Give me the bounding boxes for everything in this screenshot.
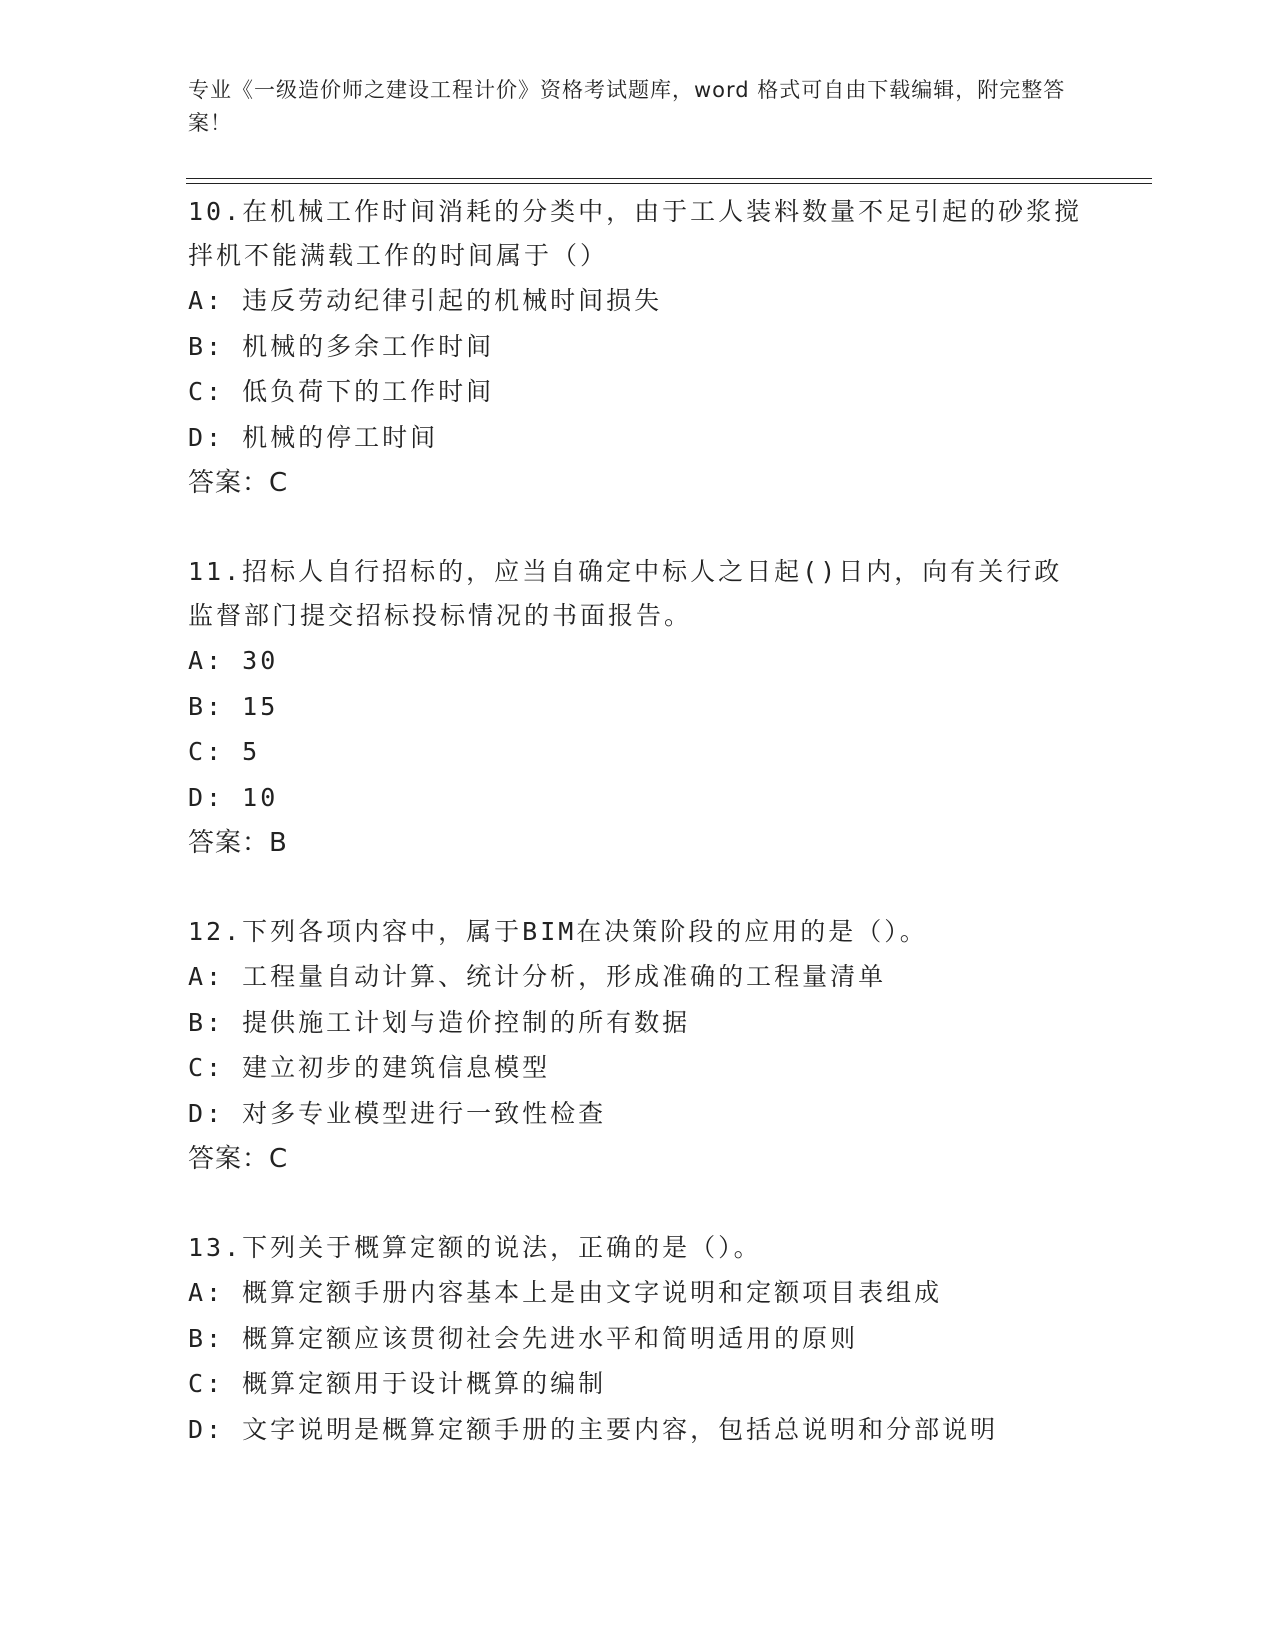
question-list [188,190,1188,1496]
option-c: C: 5 [188,737,261,766]
document-intro: 专业《一级造价师之建设工程计价》资格考试题库，word 格式可自由下载编辑，附完整答案！ [188,78,1066,135]
option-b: B: 15 [188,691,279,721]
header-divider-bottom [186,183,1152,184]
answer-label: 答案：C [188,1144,289,1174]
option-c: C: 建立初步的建筑信息模型 [188,1053,551,1082]
question-11 [188,550,1188,866]
question-stem: 12.下列各项内容中，属于BIM在决策阶段的应用的是（）。 [188,917,928,946]
option-a: A: 工程量自动计算、统计分析，形成准确的工程量清单 [188,962,887,991]
option-a: A: 30 [188,646,279,675]
option-d: D: 文字说明是概算定额手册的主要内容，包括总说明和分部说明 [188,1414,999,1444]
option-c: C: 低负荷下的工作时间 [188,377,495,406]
option-a: A: 违反劳动纪律引起的机械时间损失 [188,286,663,315]
question-13 [188,1226,1188,1452]
question-10 [188,190,1188,506]
question-stem: 13.下列关于概算定额的说法，正确的是（）。 [188,1233,762,1262]
answer-label: 答案：C [188,468,289,498]
option-b: B: 机械的多余工作时间 [188,331,495,361]
option-a: A: 概算定额手册内容基本上是由文字说明和定额项目表组成 [188,1278,943,1307]
option-d: D: 10 [188,782,279,812]
header-divider-top [186,178,1152,179]
option-c: C: 概算定额用于设计概算的编制 [188,1369,607,1398]
option-d: D: 对多专业模型进行一致性检查 [188,1098,607,1128]
answer-label: 答案：B [188,828,288,858]
option-d: D: 机械的停工时间 [188,422,439,452]
option-b: B: 提供施工计划与造价控制的所有数据 [188,1007,691,1037]
question-12 [188,910,1188,1182]
option-b: B: 概算定额应该贯彻社会先进水平和简明适用的原则 [188,1323,859,1353]
question-stem: 11.招标人自行招标的，应当自确定中标人之日起()日内，向有关行政监督部门提交招标投标情况的书面报告。 [188,557,1063,630]
question-stem: 10.在机械工作时间消耗的分类中，由于工人装料数量不足引起的砂浆搅拌机不能满载工作的时间属于（） [188,197,1083,270]
